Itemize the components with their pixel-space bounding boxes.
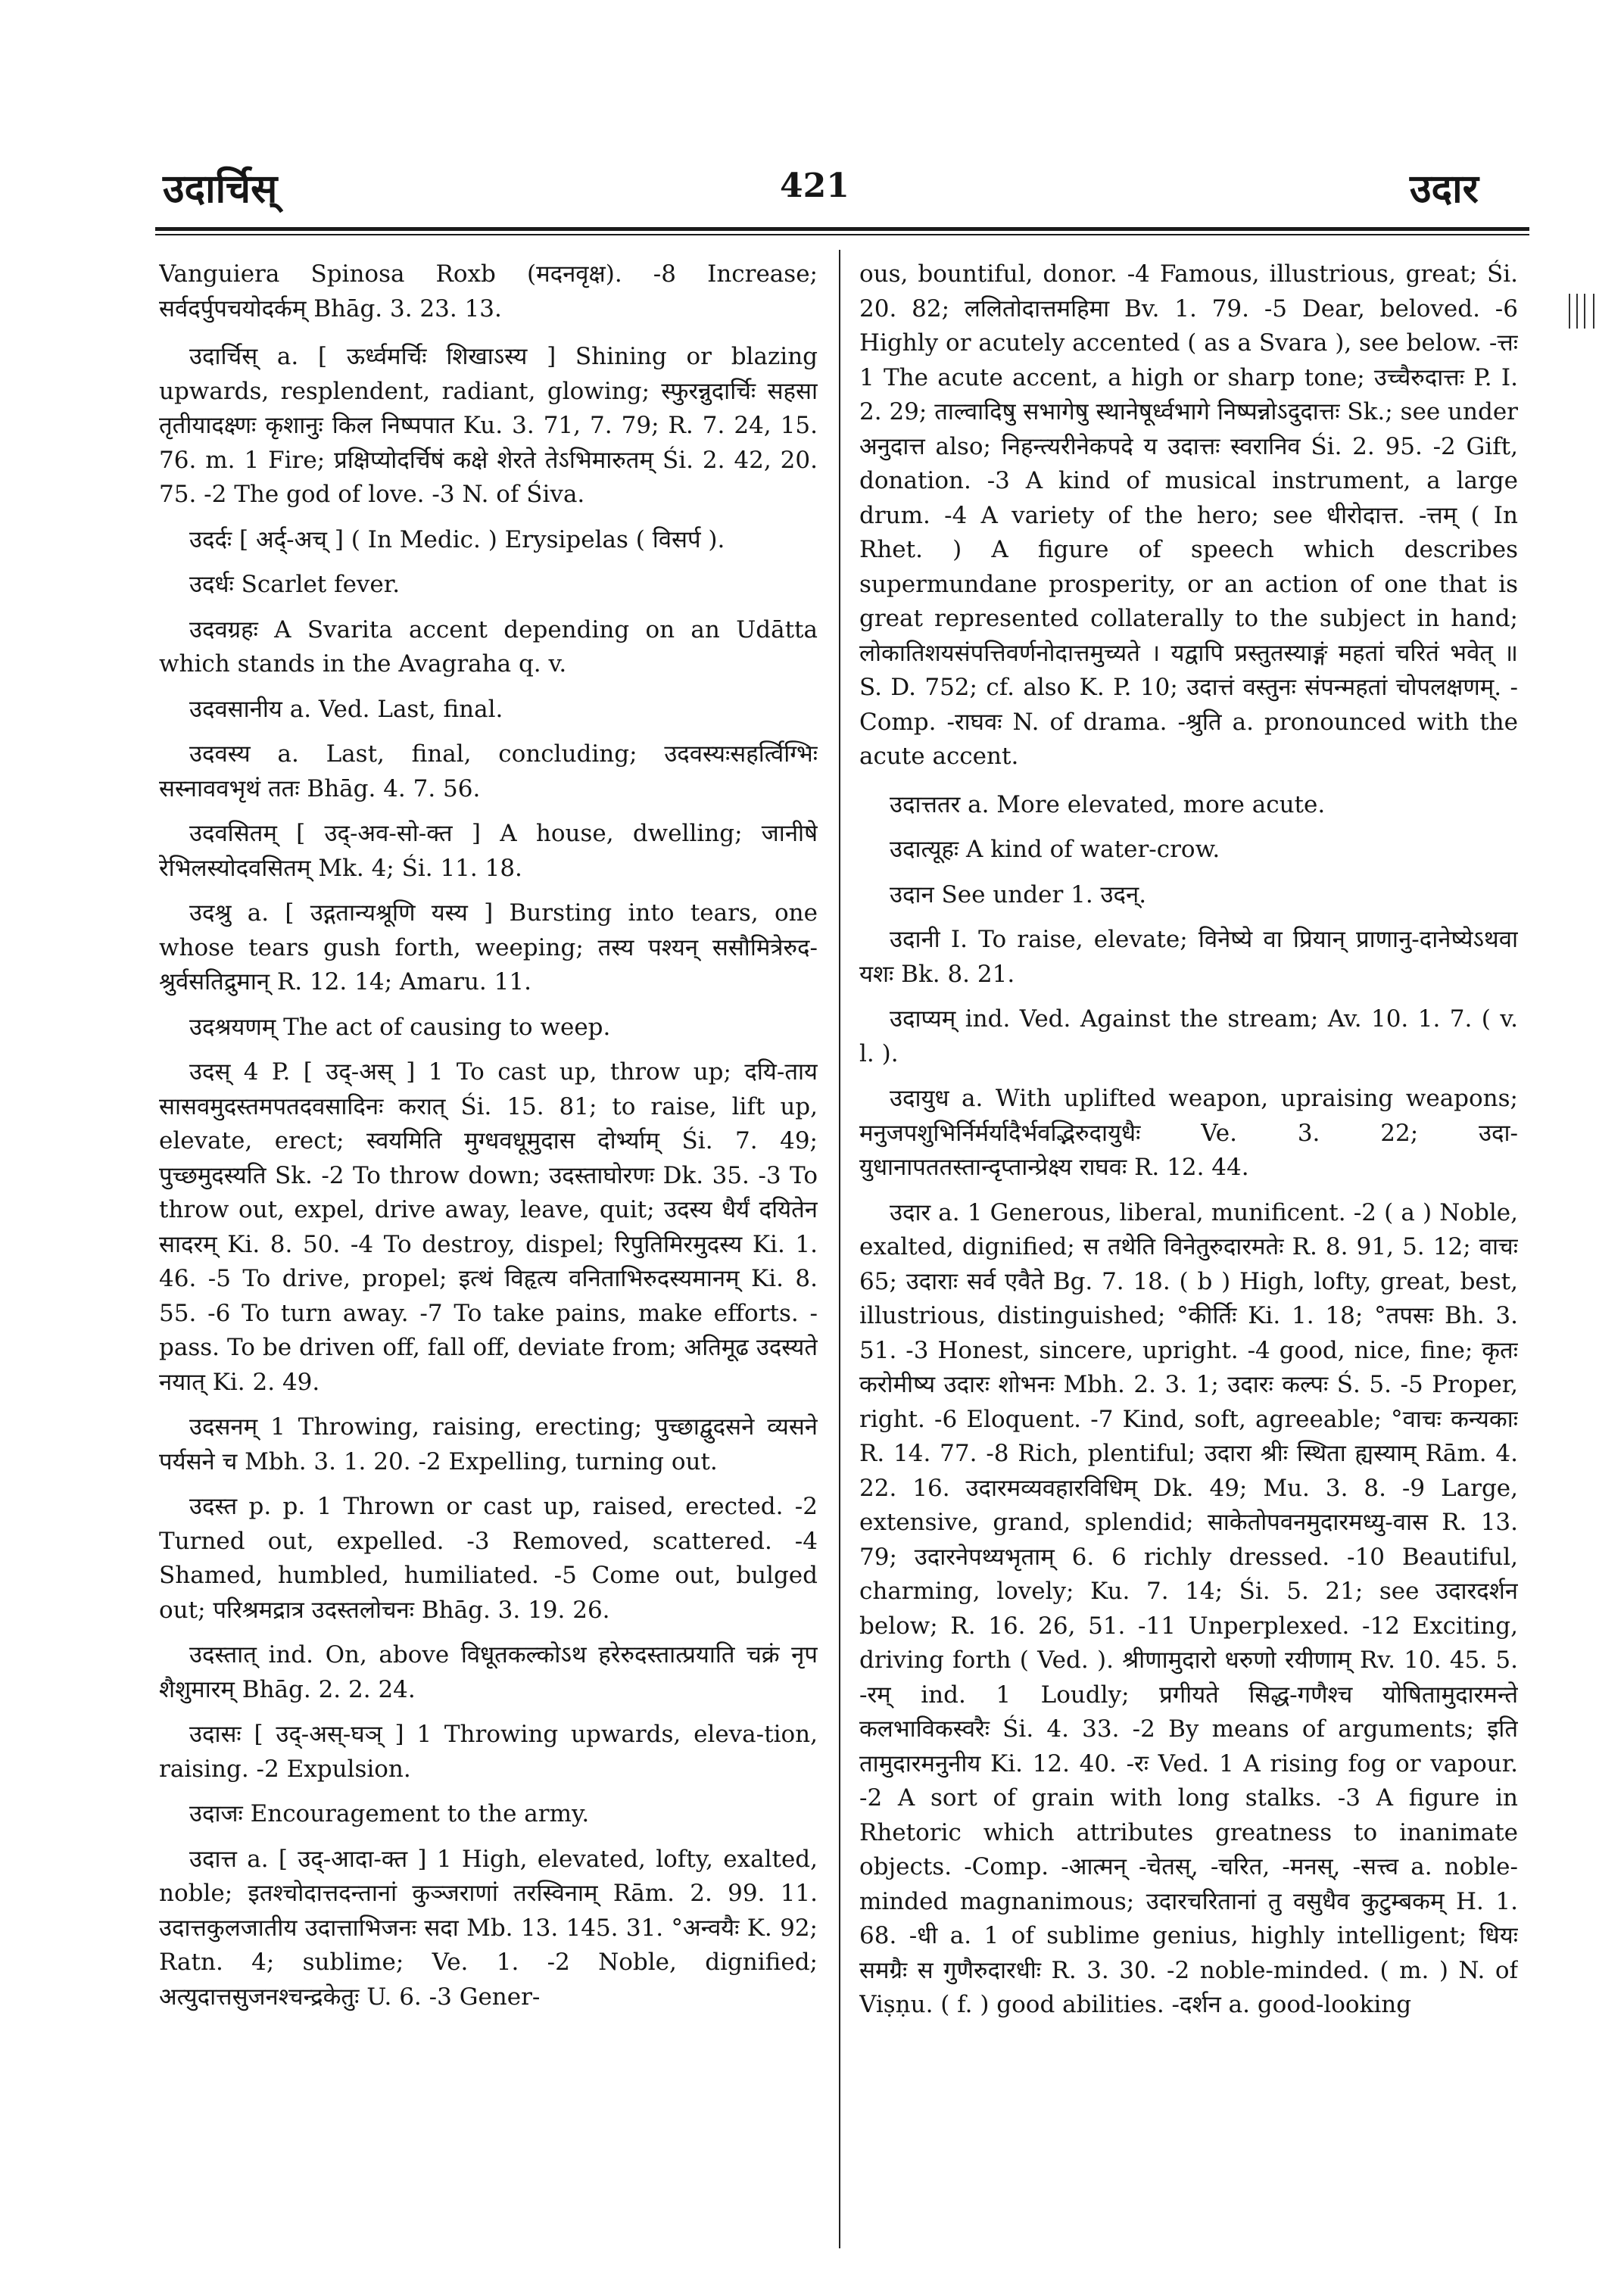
dictionary-entry: उदवग्रहः A Svarita accent depending on an Udātta which stands in the Avagraha q. v. — [159, 615, 818, 678]
page-header — [0, 0, 1624, 235]
dictionary-entry: ous, bountiful, donor. -4 Famous, illustrious, great; Śi. 20. 82; ललितोदात्तमहिमा Bv. 1. 79. -5 Dear, beloved. -6 Highly or acutely accented ( as a Svara ), see below. -त्तः 1 The acute accent, a high or sharp tone; उच्चैरुदात्तः P. I. 2. 29; ताल्वादिषु सभागेषु स्थानेषूर्ध्वभागे निष्पन्नोऽदुदात्तः Sk.; see under अनुदात्त also; निहन्त्यरीनेकपदे य उदात्तः स्वरानिव Śi. 2. 95. -2 Gift, donation. -3 A kind of musical instrument, a large drum. -4 A variety of the hero; see धीरोदात्त. -त्तम् ( In Rhet. ) A figure of speech which describes supermundane prosperity, or an action of one that is great represented collaterally to the subject in hand; लोकातिशयसंपत्तिवर्णनोदात्तमुच्यते । यद्वापि प्रस्तुतस्याङ्गं महतां चरितं भवेत् ॥ S. D. 752; cf. also K. P. 10; उदात्तं वस्तुनः संपन्महतां चोपलक्षणम्. -Comp. -राघवः N. of drama. -श्रुति a. pronounced with the acute accent. — [859, 260, 1518, 770]
dictionary-entry: उदानी I. To raise, elevate; विनेष्ये वा प्रियान् प्राणानु-दानेष्येऽथवा यशः Bk. 8. 21. — [859, 926, 1518, 988]
column-divider — [839, 250, 840, 2248]
dictionary-entry: उदात्यूहः A kind of water-crow. — [890, 836, 1220, 863]
dictionary-entry: उदवसानीय a. Ved. Last, final. — [189, 695, 503, 723]
dictionary-entry: Vanguiera Spinosa Roxb (मदनवृक्ष). -8 Increase; सर्वदर्पुपचयोदर्कम् Bhāg. 3. 23. 13. — [159, 260, 818, 322]
right-column — [859, 257, 1518, 2263]
header-left-guide-word: उदार्चिस् — [163, 166, 278, 212]
dictionary-entry: उदस् 4 P. [ उद्-अस् ] 1 To cast up, throw up; दयि-ताय सासवमुदस्तमपतदवसादिनः करात् Śi. 15. 81; to raise, lift up, elevate, erect; स्वयमिति मुग्धवधूमुदास दोर्भ्याम् Śi. 7. 49; पुच्छमुदस्यति Sk. -2 To throw down; उदस्ताघोरणः Dk. 35. -3 To throw out, expel, drive away, leave, quit; उदस्य धैर्यं दयितेन सादरम् Ki. 8. 50. -4 To destroy, dispel; रिपुतिमिरमुदस्य Ki. 1. 46. -5 To drive, propel; इत्थं विहृत्य वनिताभिरुदस्यमानम् Ki. 8. 55. -6 To turn away. -7 To take pains, make efforts. -pass. To be driven off, fall off, deviate from; अतिमूढ उदस्यते नयात् Ki. 2. 49. — [159, 1058, 818, 1396]
dictionary-entry: उदवस्य a. Last, final, concluding; उदवस्यःसहर्त्विग्भिः सस्नाववभृथं ततः Bhāg. 4. 7. 56. — [159, 740, 818, 802]
left-column — [159, 257, 818, 2263]
dictionary-entry: उदर्दः [ अर्द्-अच् ] ( In Medic. ) Erysipelas ( विसर्प ). — [189, 525, 725, 553]
dictionary-entry: उदासः [ उद्-अस्-घञ् ] 1 Throwing upwards, eleva-tion, raising. -2 Expulsion. — [159, 1721, 818, 1783]
dictionary-entry: उदान See under 1. उदन्. — [890, 880, 1147, 908]
dictionary-entry: उदात्त a. [ उद्-आदा-क्त ] 1 High, elevated, lofty, exalted, noble; इतश्चोदात्तदन्तानां कुञ्जराणां तरस्विनाम् Rām. 2. 99. 11. उदात्तकुलजातीय उदात्ताभिजनः सदा Mb. 13. 145. 31. °अन्वयैः K. 92; Ratn. 4; sublime; Ve. 1. -2 Noble, dignified; अत्युदात्तसुजनश्चन्द्रकेतुः U. 6. -3 Gener- — [159, 1845, 818, 2011]
dictionary-entry: उदात्ततर a. More elevated, more acute. — [890, 790, 1326, 818]
header-rule — [155, 227, 1529, 231]
dictionary-entry: उदस्त p. p. 1 Thrown or cast up, raised, erected. -2 Turned out, expelled. -3 Removed, scattered. -4 Shamed, humbled, humiliated. -5 Come out, bulged out; परिश्रमद्रात्र उदस्तलोचनः Bhāg. 3. 19. 26. — [159, 1493, 818, 1624]
dictionary-entry: उदाप्यम् ind. Ved. Against the stream; Av. 10. 1. 7. ( v. l. ). — [859, 1005, 1518, 1067]
dictionary-entry: उदर्धः Scarlet fever. — [189, 571, 401, 598]
page-number: 421 — [780, 167, 849, 205]
header-right-guide-word: उदार — [1410, 166, 1479, 212]
dictionary-entry: उदवसितम् [ उद्-अव-सो-क्त ] A house, dwelling; जानीषे रेभिलस्योदवसितम् Mk. 4; Śi. 11. 18. — [159, 820, 818, 882]
dictionary-entry: उदस्तात् ind. On, above विधूतकल्कोऽथ हरेरुदस्तात्प्रयाति चक्रं नृप शैशुमारम् Bhāg. 2. 2. 24. — [159, 1641, 818, 1703]
dictionary-entry: उदाजः Encouragement to the army. — [189, 1800, 590, 1827]
dictionary-entry: उदार्चिस् a. [ ऊर्ध्वमर्चिः शिखाऽस्य ] Shining or blazing upwards, resplendent, radiant, glowing; स्फुरन्नुदार्चिः सहसा तृतीयादक्ष्णः कृशानुः किल निष्पपात Ku. 3. 71, 7. 79; R. 7. 24, 15. 76. m. 1 Fire; प्रक्षिप्योदर्चिषं कक्षे शेरते तेऽभिमारुतम् Śi. 2. 42, 20. 75. -2 The god of love. -3 N. of Śiva. — [159, 343, 818, 508]
dictionary-entry: उदार a. 1 Generous, liberal, munificent. -2 ( a ) Noble, exalted, dignified; स तथेति विनेतुरुदारमतेः R. 8. 91, 5. 12; वाचः 65; उदाराः सर्व एवैते Bg. 7. 18. ( b ) High, lofty, great, best, illustrious, distinguished; °कीर्तिः Ki. 1. 18; °तपसः Bh. 3. 51. -3 Honest, sincere, upright. -4 good, nice, fine; कृतः करोमीष्य उदारः शोभनः Mbh. 2. 3. 1; उदारः कल्पः Ś. 5. -5 Proper, right. -6 Eloquent. -7 Kind, soft, agreeable; °वाचः कन्यकाः R. 14. 77. -8 Rich, plentiful; उदारा श्रीः स्थिता ह्यस्याम् Rām. 4. 22. 16. उदारमव्यवहारविधिम् Dk. 49; Mu. 3. 8. -9 Large, extensive, grand, splendid; साकेतोपवनमुदारमध्यु-वास R. 13. 79; उदारनेपथ्यभृताम् 6. 6 richly dressed. -10 Beautiful, charming, lovely; Ku. 7. 14; Śi. 5. 21; see उदारदर्शन below; R. 16. 26, 51. -11 Unperplexed. -12 Exciting, driving forth ( Ved. ). श्रीणामुदारो धरुणो रयीणाम् Rv. 10. 45. 5. -रम् ind. 1 Loudly; प्रगीयते सिद्ध-गणैश्च योषितामुदारमन्ते कलभाविकस्वरैः Śi. 4. 33. -2 By means of arguments; इति तामुदारमनुनीय Ki. 12. 40. -रः Ved. 1 A rising fog or vapour. -2 A sort of grain with long stalks. -3 A figure in Rhetoric which attributes greatness to inanimate objects. -Comp. -आत्मन् -चेतस्, -चरित, -मनस्, -सत्त्व a. noble-minded magnanimous; उदारचरितानां तु वसुधैव कुटुम्बकम् H. 1. 68. -धी a. 1 of sublime genius, highly intelligent; धियः समग्रैः स गुणैरुदारधीः R. 3. 30. -2 noble-minded. ( m. ) N. of Viṣṇu. ( f. ) good abilities. -दर्शन a. good-looking — [859, 1198, 1518, 2018]
dictionary-entry: उदायुध a. With uplifted weapon, upraising weapons; मनुजपशुभिर्निर्मर्यादैर्भवद्भिरुदायुधैः Ve. 3. 22; उदा-युधानापततस्तान्दृप्तान्प्रेक्ष्य राघवः R. 12. 44. — [859, 1085, 1518, 1181]
dictionary-entry: उदसनम् 1 Throwing, raising, erecting; पुच्छाद्वुदसने व्यसने पर्यसने च Mbh. 3. 1. 20. -2 Expelling, turning out. — [159, 1413, 818, 1475]
dictionary-entry: उदश्रयणम् The act of causing to weep. — [189, 1013, 611, 1041]
margin-mark — [1569, 294, 1594, 329]
dictionary-entry: उदश्रु a. [ उद्गतान्यश्रूणि यस्य ] Bursting into tears, one whose tears gush forth, weeping; तस्य पश्यन् ससौमित्रेरुद-श्रुर्वसतिद्रुमान् R. 12. 14; Amaru. 11. — [159, 899, 818, 995]
header-rule-thin — [155, 234, 1529, 235]
